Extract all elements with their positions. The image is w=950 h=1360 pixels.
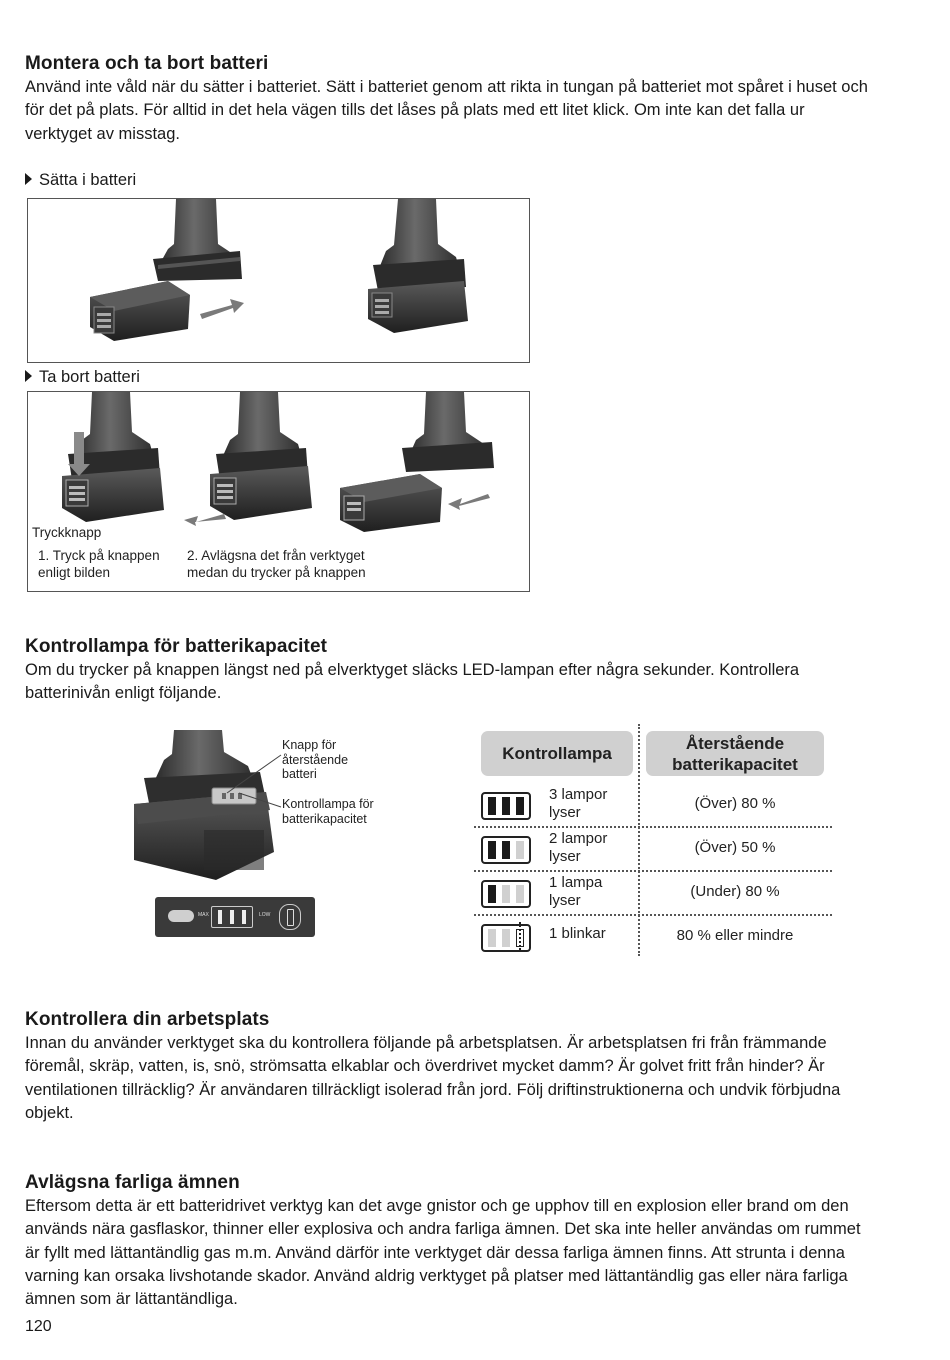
- lamp-status-text: 2 lampor lyser: [549, 830, 608, 865]
- capacity-text: (Över) 80 %: [694, 795, 776, 812]
- table-header-capacity: Återstående batterikapacitet: [646, 731, 824, 776]
- section-title-workplace: Kontrollera din arbetsplats: [25, 1009, 270, 1030]
- panel-max-label: MAX: [198, 912, 209, 918]
- section-body-workplace: Innan du använder verktyget ska du kontrollera följande på arbetsplatsen. Är arbetsplatsen fri från främmande föremål, skräp, vatten, is, snö, strömsatta elkablar och överdrivet mycket damm? Är golvet fritt från hinder? Är ventilationen tillräcklig? Är användaren tillräckligt isolerad från jord. Följ driftinstruktionerna och undvik förbjudna objekt.: [25, 1034, 841, 1122]
- section-title-battery: Montera och ta bort batteri: [25, 53, 269, 74]
- capacity-text: (Under) 80 %: [690, 883, 780, 900]
- panel-low-label: LOW: [259, 912, 271, 918]
- triangle-bullet-icon: [25, 173, 32, 185]
- remove-step-2: 2. Avlägsna det från verktyget medan du trycker på knappen: [187, 548, 366, 580]
- lamp-bar: [488, 929, 496, 947]
- remove-battery-heading: [25, 368, 140, 387]
- battery-symbol-icon: [279, 904, 301, 930]
- blink-mark-icon: [519, 922, 523, 950]
- lamp-bar: [488, 797, 496, 815]
- remove-battery-illustration: [28, 392, 529, 532]
- remove-step-1: 1. Tryck på knappen enligt bilden: [38, 548, 160, 580]
- table-row-divider: [474, 826, 832, 828]
- capacity-text: (Över) 50 %: [694, 839, 776, 856]
- lamp-status-text: 1 blinkar: [549, 925, 606, 942]
- lamp-bar: [516, 841, 524, 859]
- lamp-bar: [502, 885, 510, 903]
- insert-battery-label: Sätta i batteri: [39, 171, 137, 189]
- lamp-indicator-icon: [481, 792, 531, 820]
- lamp-status-text: 1 lampa lyser: [549, 874, 603, 909]
- lamp-indicator-icon: [481, 924, 531, 952]
- section-title-indicator: Kontrollampa för batterikapacitet: [25, 636, 328, 657]
- callout-lamp-label: Kontrollampa för batterikapacitet: [282, 797, 374, 826]
- capacity-button-icon: [168, 910, 194, 922]
- panel-lamp-frame: [211, 906, 253, 928]
- callout-button-label: Knapp för återstående batteri: [282, 738, 349, 781]
- lamp-indicator-icon: [481, 880, 531, 908]
- capacity-text: 80 % eller mindre: [676, 927, 794, 944]
- panel-lamp-1: [218, 910, 222, 924]
- lamp-bar: [502, 797, 510, 815]
- panel-lamp-3: [242, 910, 246, 924]
- section-body-indicator: Om du trycker på knappen längst ned på elverktyget släcks LED-lampan efter några sekunder. Kontrollera batterinivån enligt följande.: [25, 661, 800, 703]
- lamp-status-text: 3 lampor lyser: [549, 786, 608, 821]
- callout-leader-lines: [225, 745, 285, 815]
- triangle-bullet-icon: [25, 370, 32, 382]
- lamp-bar: [516, 797, 524, 815]
- page-number: 120: [25, 1318, 52, 1335]
- insert-battery-figure: [27, 198, 530, 363]
- remove-battery-figure: [27, 391, 530, 592]
- lamp-bar: [488, 885, 496, 903]
- section-body-hazard: Eftersom detta är ett batteridrivet verktyg kan det avge gnistor och ge upphov till en explosion eller brand om den används nära gasflaskor, thinner eller explosiva och andra farliga ämnen. Det ska inte heller användas om rummet är fyllt med lättantändlig gas m.m. Använd därför inte verktyget där dessa farliga ämnen finns. Att strunta i denna varning kan orsaka livshotande skador. Använd aldrig verktyget på platser med lättantändlig gas eller nära farliga ämnen som är lättantändliga.: [25, 1197, 861, 1309]
- lamp-indicator-icon: [481, 836, 531, 864]
- indicator-panel: [155, 897, 315, 937]
- section-title-hazard: Avlägsna farliga ämnen: [25, 1172, 240, 1193]
- lamp-bar: [502, 929, 510, 947]
- insert-battery-illustration: [28, 199, 529, 362]
- table-row-divider: [474, 870, 832, 872]
- lamp-bar: [516, 885, 524, 903]
- insert-battery-heading: [25, 171, 136, 190]
- table-row-divider: [474, 914, 832, 916]
- indicator-table: [472, 724, 834, 956]
- panel-lamp-2: [230, 910, 234, 924]
- lamp-bar: [488, 841, 496, 859]
- table-header-indicator: Kontrollampa: [481, 731, 633, 776]
- lamp-bar: [502, 841, 510, 859]
- section-body-battery: Använd inte våld när du sätter i batteriet. Sätt i batteriet genom att rikta in tungan på batteriet mot spåret i huset och för det på plats. För alltid in det hela vägen tills det låses på plats med ett litet klick. Om inte kan det falla ur verktyget av misstag.: [25, 78, 868, 143]
- push-button-label: Tryckknapp: [32, 525, 102, 540]
- remove-battery-label: Ta bort batteri: [39, 368, 140, 386]
